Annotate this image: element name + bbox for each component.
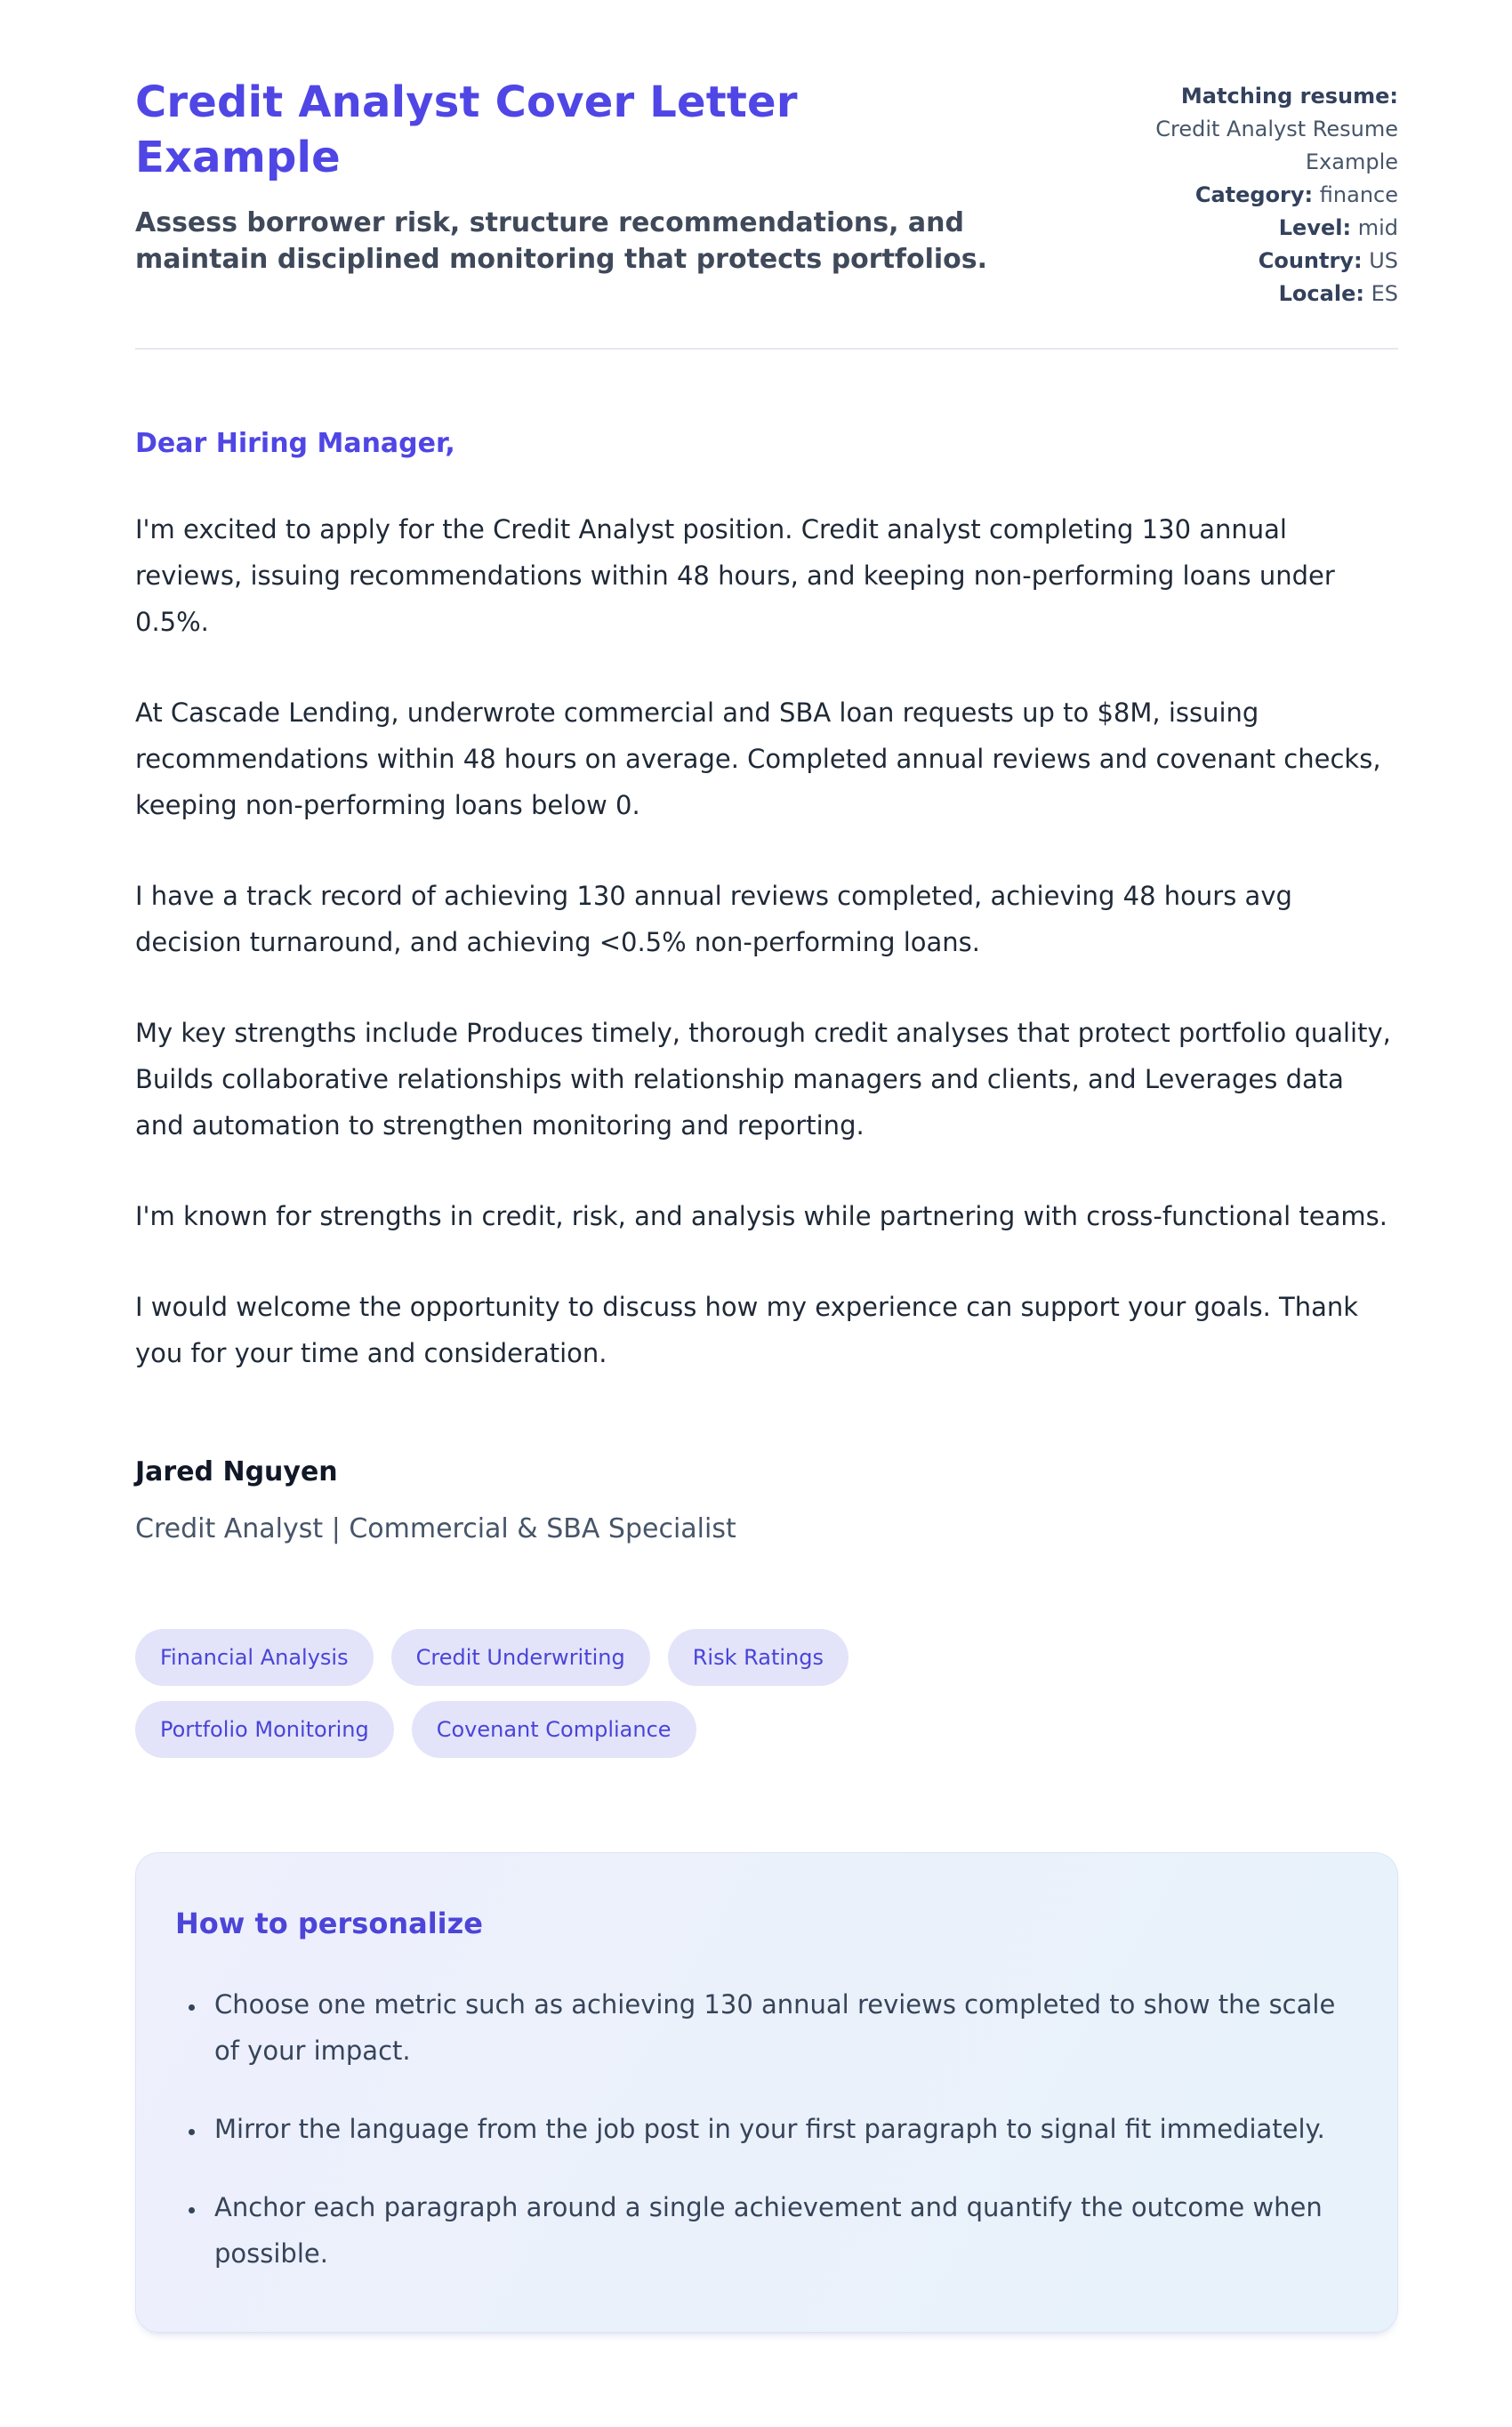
country-label: Country:: [1258, 248, 1363, 273]
meta-matching-resume: [1096, 80, 1398, 179]
page-subtitle: Assess borrower risk, structure recommendations, and maintain disciplined monitoring that protects portfolios.: [135, 207, 988, 275]
skill-tags: [135, 1629, 1114, 1758]
meta-country: [1096, 245, 1398, 278]
category-label: Category:: [1194, 182, 1314, 207]
locale-label: Locale:: [1278, 281, 1364, 306]
resume-meta-panel: [1096, 75, 1398, 310]
matching-resume-value: Credit Analyst Resume Example: [1155, 117, 1398, 174]
signature-block: [135, 1455, 1398, 1547]
locale-value: ES: [1371, 281, 1398, 306]
personalize-callout: [135, 1852, 1398, 2333]
page-title: Credit Analyst Cover Letter Example: [135, 77, 798, 182]
header-divider: [135, 348, 1398, 350]
header-title-block: [135, 75, 1033, 278]
letter-greeting: Dear Hiring Manager,: [135, 428, 455, 459]
skill-tag: Portfolio Monitoring: [135, 1701, 394, 1758]
level-value: mid: [1357, 215, 1398, 240]
cover-letter-page: [135, 0, 1398, 2418]
letter-paragraph: At Cascade Lending, underwrote commercial and SBA loan requests up to $8M, issuing recommendations within 48 hours on average. Completed annual reviews and covenant checks, keeping non-performing loans below 0.: [135, 697, 1381, 820]
letter-body: [135, 506, 1398, 1376]
category-value: finance: [1319, 182, 1398, 207]
signature-name: Jared Nguyen: [135, 1456, 338, 1488]
meta-locale: [1096, 278, 1398, 310]
matching-resume-label: Matching resume:: [1180, 84, 1398, 109]
letter-paragraph: I would welcome the opportunity to discuss how my experience can support your goals. Thank you for your time and consideration.: [135, 1292, 1359, 1368]
letter-paragraph: My key strengths include Produces timely, thorough credit analyses that protect portfolio quality, Builds collaborative relationships with relationship managers and clients, and Leverages data and automation to strengthen monitoring and reporting.: [135, 1018, 1391, 1141]
letter-paragraph: I have a track record of achieving 130 annual reviews completed, achieving 48 hours avg decision turnaround, and achieving <0.5% non-performing loans.: [135, 881, 1292, 957]
tip-item: • Anchor each paragraph around a single achievement and quantify the outcome when possible.: [207, 2184, 1355, 2277]
callout-title: How to personalize: [175, 1907, 483, 1940]
signature-role: Credit Analyst | Commercial & SBA Specialist: [135, 1513, 736, 1544]
tip-item: • Choose one metric such as achieving 130 annual reviews completed to show the scale of your impact.: [207, 1981, 1355, 2074]
level-label: Level:: [1278, 215, 1352, 240]
skill-tag: Risk Ratings: [668, 1629, 848, 1686]
letter-content: [135, 426, 1398, 2333]
callout-tip-list: [175, 1981, 1355, 2277]
letter-paragraph: I'm known for strengths in credit, risk, and analysis while partnering with cross-functional teams.: [135, 1201, 1387, 1231]
tip-item: • Mirror the language from the job post in your first paragraph to signal fit immediately.: [207, 2106, 1355, 2152]
meta-category: [1096, 179, 1398, 212]
skill-tag: Covenant Compliance: [412, 1701, 696, 1758]
skill-tag: Credit Underwriting: [391, 1629, 650, 1686]
country-value: US: [1369, 248, 1398, 273]
letter-paragraph: I'm excited to apply for the Credit Analyst position. Credit analyst completing 130 annual reviews, issuing recommendations within 48 hours, and keeping non-performing loans under 0.5%.: [135, 514, 1335, 637]
meta-level: [1096, 212, 1398, 245]
skill-tag: Financial Analysis: [135, 1629, 374, 1686]
header: [135, 75, 1398, 310]
